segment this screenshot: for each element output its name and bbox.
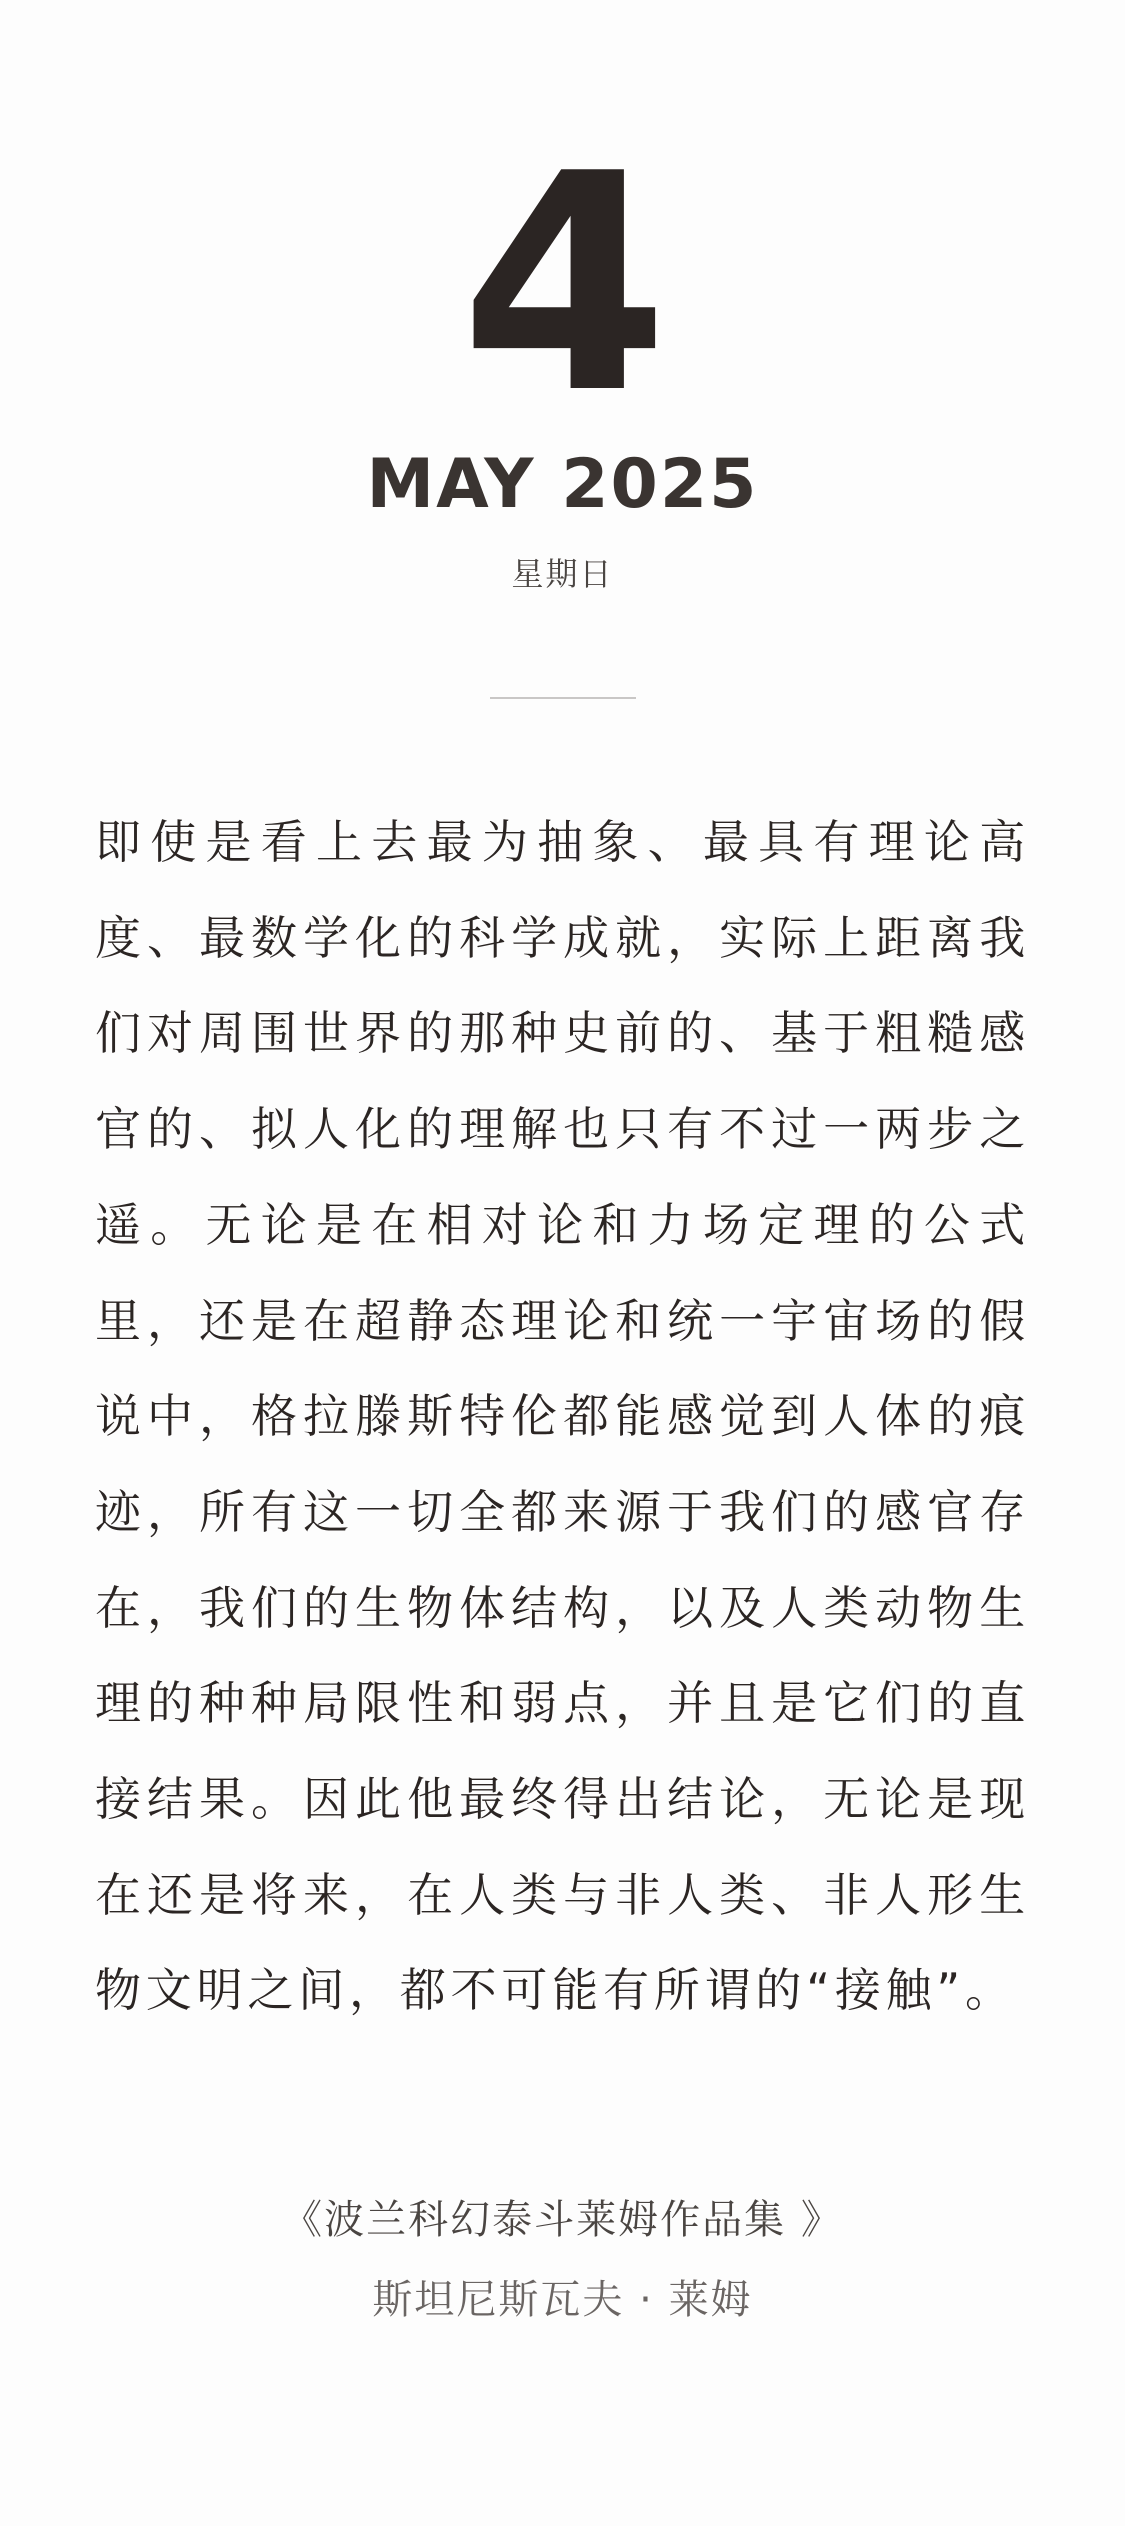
divider [490,697,636,699]
book-title: 《波兰科幻泰斗莱姆作品集 》 [282,2197,843,2243]
quote-text: 即使是看上去最为抽象、最具有理论高度、最数学化的科学成就，实际上距离我们对周围世界的那种史前的、基于粗糙感官的、拟人化的理解也只有不过一两步之遥。无论是在相对论和力场定理的公式里，还是在超静态理论和统一宇宙场的假说中，格拉滕斯特伦都能感觉到人体的痕迹，所有这一切全都来源于我们的感官存在，我们的生物体结构，以及人类动物生理的种种局限性和弱点，并且是它们的直接结果。因此他最终得出结论，无论是现在还是将来，在人类与非人类、非人形生物文明之间，都不可能有所谓的“接触”。 [95,815,1030,2018]
day-number: 4 [460,110,665,459]
month-year: MAY 2025 [366,445,759,524]
author-name: 斯坦尼斯瓦夫 · 莱姆 [372,2277,753,2323]
weekday: 星期日 [511,555,614,593]
